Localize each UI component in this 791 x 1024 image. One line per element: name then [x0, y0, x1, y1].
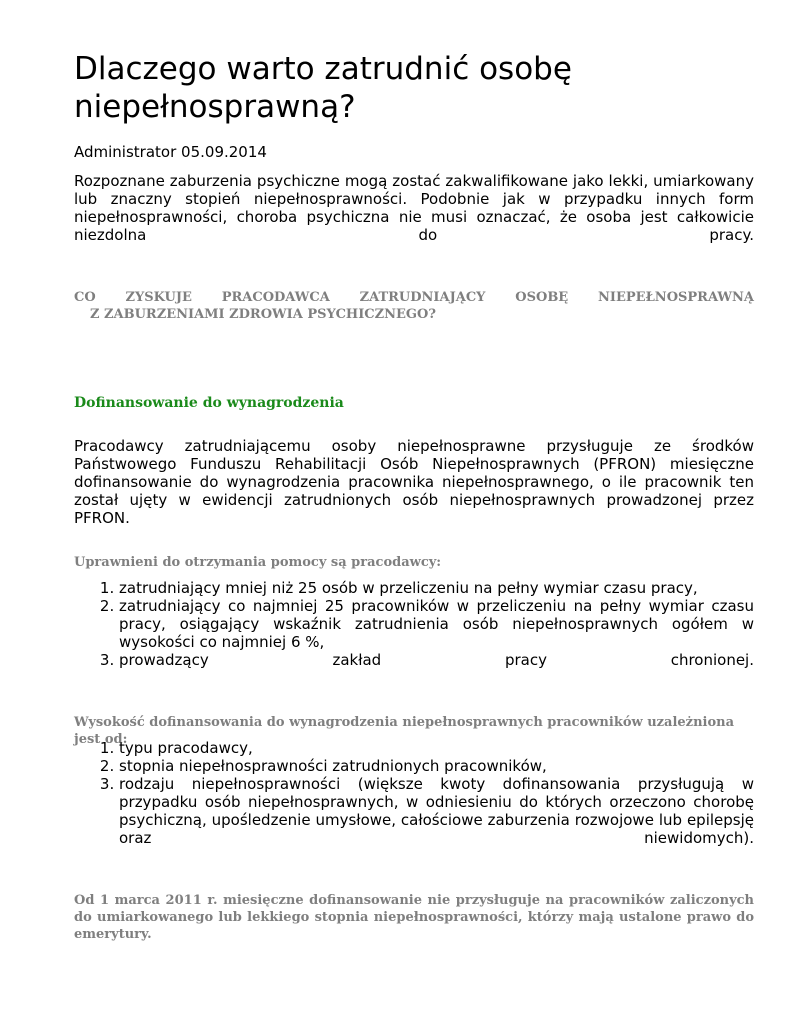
section-heading: Dofinansowanie do wynagrodzenia — [74, 395, 344, 411]
list-item: 3. rodzaju niepełnosprawności (większe kwoty dofinansowania przysługują w przypadku osób niepełnosprawnych, w odniesieniu do których orzeczono chorobę psychiczną, upośledzenie umysłowe, całościowe zaburzenia rozwojowe lub epilepsję oraz niewidomych). — [119, 775, 754, 847]
list-item: 2. zatrudniający co najmniej 25 pracowników w przeliczeniu na pełny wymiar czasu pracy, osiągający wskaźnik zatrudnienia osób niepełnosprawnych ogółem w wysokości co najmniej 6 %, — [119, 597, 754, 651]
section-paragraph: Pracodawcy zatrudniającemu osoby niepełnosprawne przysługuje ze środków Państwowego Funduszu Rehabilitacji Osób Niepełnosprawnych (PFRON) miesięczne dofinansowanie do wynagrodzenia pracownika niepełnosprawnego, o ile pracownik ten został ujęty w ewidencji zatrudnionych osób niepełnosprawnych prowadzonej przez PFRON. — [74, 437, 754, 527]
note-paragraph: Od 1 marca 2011 r. miesięczne dofinansowanie nie przysługuje na pracowników zaliczonych do umiarkowanego lub lekkiego stopnia niepełnosprawności, którzy mają ustalone prawo do emerytury. — [74, 893, 754, 942]
article-title: Dlaczego warto zatrudnić osobę niepełnosprawną? — [74, 51, 572, 125]
list-item: 2. stopnia niepełnosprawności zatrudnionych pracowników, — [119, 757, 754, 775]
amount-list — [74, 739, 754, 847]
question-line-1: CO ZYSKUJE PRACODAWCA ZATRUDNIAJĄCY OSOBĘ NIEPEŁNOSPRAWNĄ — [74, 290, 754, 305]
intro-paragraph: Rozpoznane zaburzenia psychiczne mogą zostać zakwalifikowane jako lekki, umiarkowany lub znaczny stopień niepełnosprawności. Podobnie jak w przypadku innych form niepełnosprawności, choroba psychiczna nie musi oznaczać, że osoba jest całkowicie niezdolna do pracy. — [74, 172, 754, 244]
list-item: 1. zatrudniający mniej niż 25 osób w przeliczeniu na pełny wymiar czasu pracy, — [119, 579, 754, 597]
question-line-2: Z ZABURZENIAMI ZDROWIA PSYCHICZNEGO? — [90, 307, 436, 322]
list-item: 3. prowadzący zakład pracy chronionej. — [119, 651, 754, 669]
eligible-list — [74, 579, 754, 669]
list-item: 1. typu pracodawcy, — [119, 739, 754, 757]
amount-heading: Wysokość dofinansowania do wynagrodzenia niepełnosprawnych pracowników uzależniona jest od: — [74, 715, 735, 747]
article-meta — [74, 142, 267, 162]
author: Administrator — [74, 143, 177, 161]
publish-date: 05.09.2014 — [181, 143, 267, 161]
eligible-heading: Uprawnieni do otrzymania pomocy są pracodawcy: — [74, 555, 442, 570]
question-heading — [74, 289, 754, 323]
